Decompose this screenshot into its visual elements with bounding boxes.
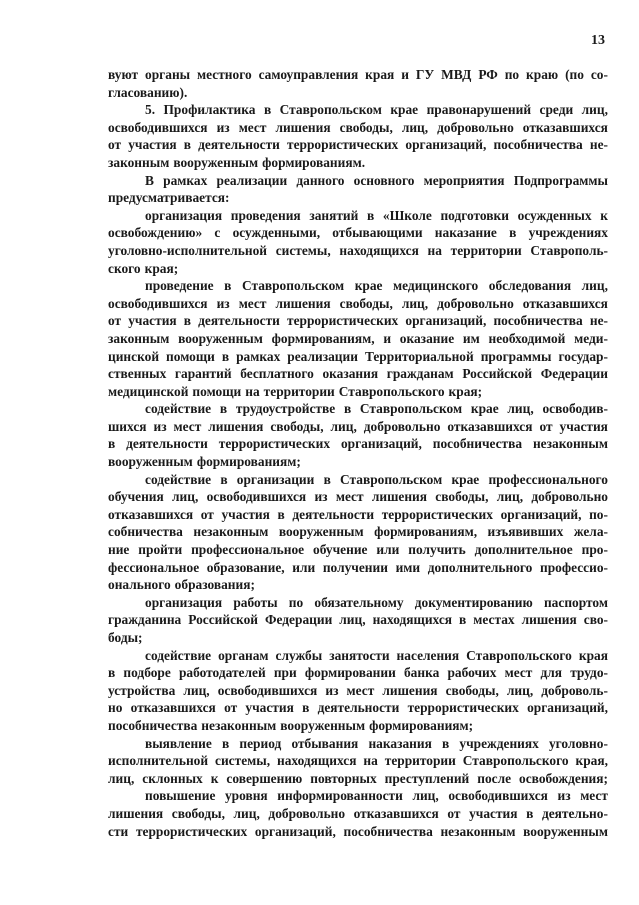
- text-line: пособничества незаконным вооруженным формированиям;: [108, 717, 474, 733]
- text-line: фессиональное образование, или получении ими дополнительного профессио-: [108, 559, 608, 575]
- text-line: сти террористических организаций, пособничества незаконным вооруженным: [108, 823, 608, 839]
- text-line: вооруженным формированиям;: [108, 454, 301, 470]
- text-line: организация проведения занятий в «Школе подготовки осужденных к: [145, 207, 608, 223]
- text-line: устройства лиц, освободившихся из мест лишения свободы, лиц, доброволь-: [108, 682, 608, 698]
- text-line: освободившихся из мест лишения свободы, лиц, добровольно отказавшихся: [108, 119, 608, 135]
- text-line: обучения лиц, освободившихся из мест лишения свободы, лиц, добровольно: [108, 489, 608, 505]
- text-line: в деятельности террористических организаций, пособничества незаконным: [108, 436, 608, 452]
- text-line: от участия в деятельности террористических организаций, пособничества не-: [108, 313, 608, 329]
- text-line: медицинской помощи на территории Ставропольского края;: [108, 383, 483, 399]
- text-line: отказавшихся от участия в деятельности террористических организаций, по-: [108, 506, 608, 522]
- text-line: предусматривается:: [108, 190, 230, 206]
- text-line: гражданина Российской Федерации лиц, находящихся в местах лишения сво-: [108, 612, 608, 628]
- text-line: проведение в Ставропольском крае медицинского обследования лиц,: [145, 278, 608, 294]
- text-line: законным вооруженным формированиям.: [108, 154, 366, 170]
- text-line: но отказавшихся от участия в деятельности террористических организаций,: [108, 700, 608, 716]
- text-line: 5. Профилактика в Ставропольском крае правонарушений среди лиц,: [145, 102, 608, 118]
- text-line: боды;: [108, 630, 143, 645]
- text-line: уголовно-исполнительной системы, находящихся на территории Ставрополь-: [108, 242, 608, 258]
- text-line: В рамках реализации данного основного мероприятия Подпрограммы: [145, 172, 608, 188]
- text-line: вуют органы местного самоуправления края и ГУ МВД РФ по краю (по со-: [108, 67, 608, 82]
- text-line: ственных гарантий бесплатного оказания гражданам Российской Федерации: [108, 366, 608, 382]
- text-line: организация работы по обязательному документированию паспортом: [145, 594, 608, 610]
- text-line: освободившихся из мест лишения свободы, лиц, добровольно отказавшихся: [108, 295, 608, 311]
- text-line: исполнительной системы, находящихся на территории Ставропольского края,: [108, 753, 608, 769]
- text-line: ние пройти профессиональное обучение или получить дополнительное про-: [108, 542, 608, 558]
- text-line: онального образования;: [108, 577, 255, 593]
- text-line: в подборе работодателей при формировании банка рабочих мест для трудо-: [108, 665, 608, 681]
- text-line: выявление в период отбывания наказания в учреждениях уголовно-: [145, 735, 608, 751]
- text-line: лишения свободы, лиц, добровольно отказавшихся от участия в деятельно-: [108, 805, 608, 821]
- text-line: цинской помощи в рамках реализации Территориальной программы государ-: [108, 348, 608, 364]
- text-line: законным вооруженным формированиям, и оказание им необходимой меди-: [108, 330, 608, 346]
- text-line: содействие в организации в Ставропольском крае профессионального: [145, 471, 608, 487]
- text-line: шихся из мест лишения свободы, лиц, добровольно отказавшихся от участия: [108, 418, 608, 434]
- text-line: собничества незаконным вооруженным формированиям, изъявивших жела-: [108, 524, 608, 540]
- text-line: от участия в деятельности террористических организаций, пособничества не-: [108, 137, 608, 153]
- text-line: содействие в трудоустройстве в Ставропольском крае лиц, освободив-: [145, 401, 608, 417]
- document-body: [108, 66, 608, 840]
- text-line: содействие органам службы занятости населения Ставропольского края: [145, 647, 608, 663]
- text-line: освобождению» с осужденными, отбывающими наказание в учреждениях: [108, 225, 608, 241]
- text-line: лиц, склонных к совершению повторных преступлений после освобождения;: [108, 770, 608, 786]
- page-number: 13: [591, 33, 605, 48]
- text-line: гласованию).: [108, 84, 188, 100]
- text-line: повышение уровня информированности лиц, освободившихся из мест: [145, 788, 608, 804]
- text-line: ского края;: [108, 260, 179, 276]
